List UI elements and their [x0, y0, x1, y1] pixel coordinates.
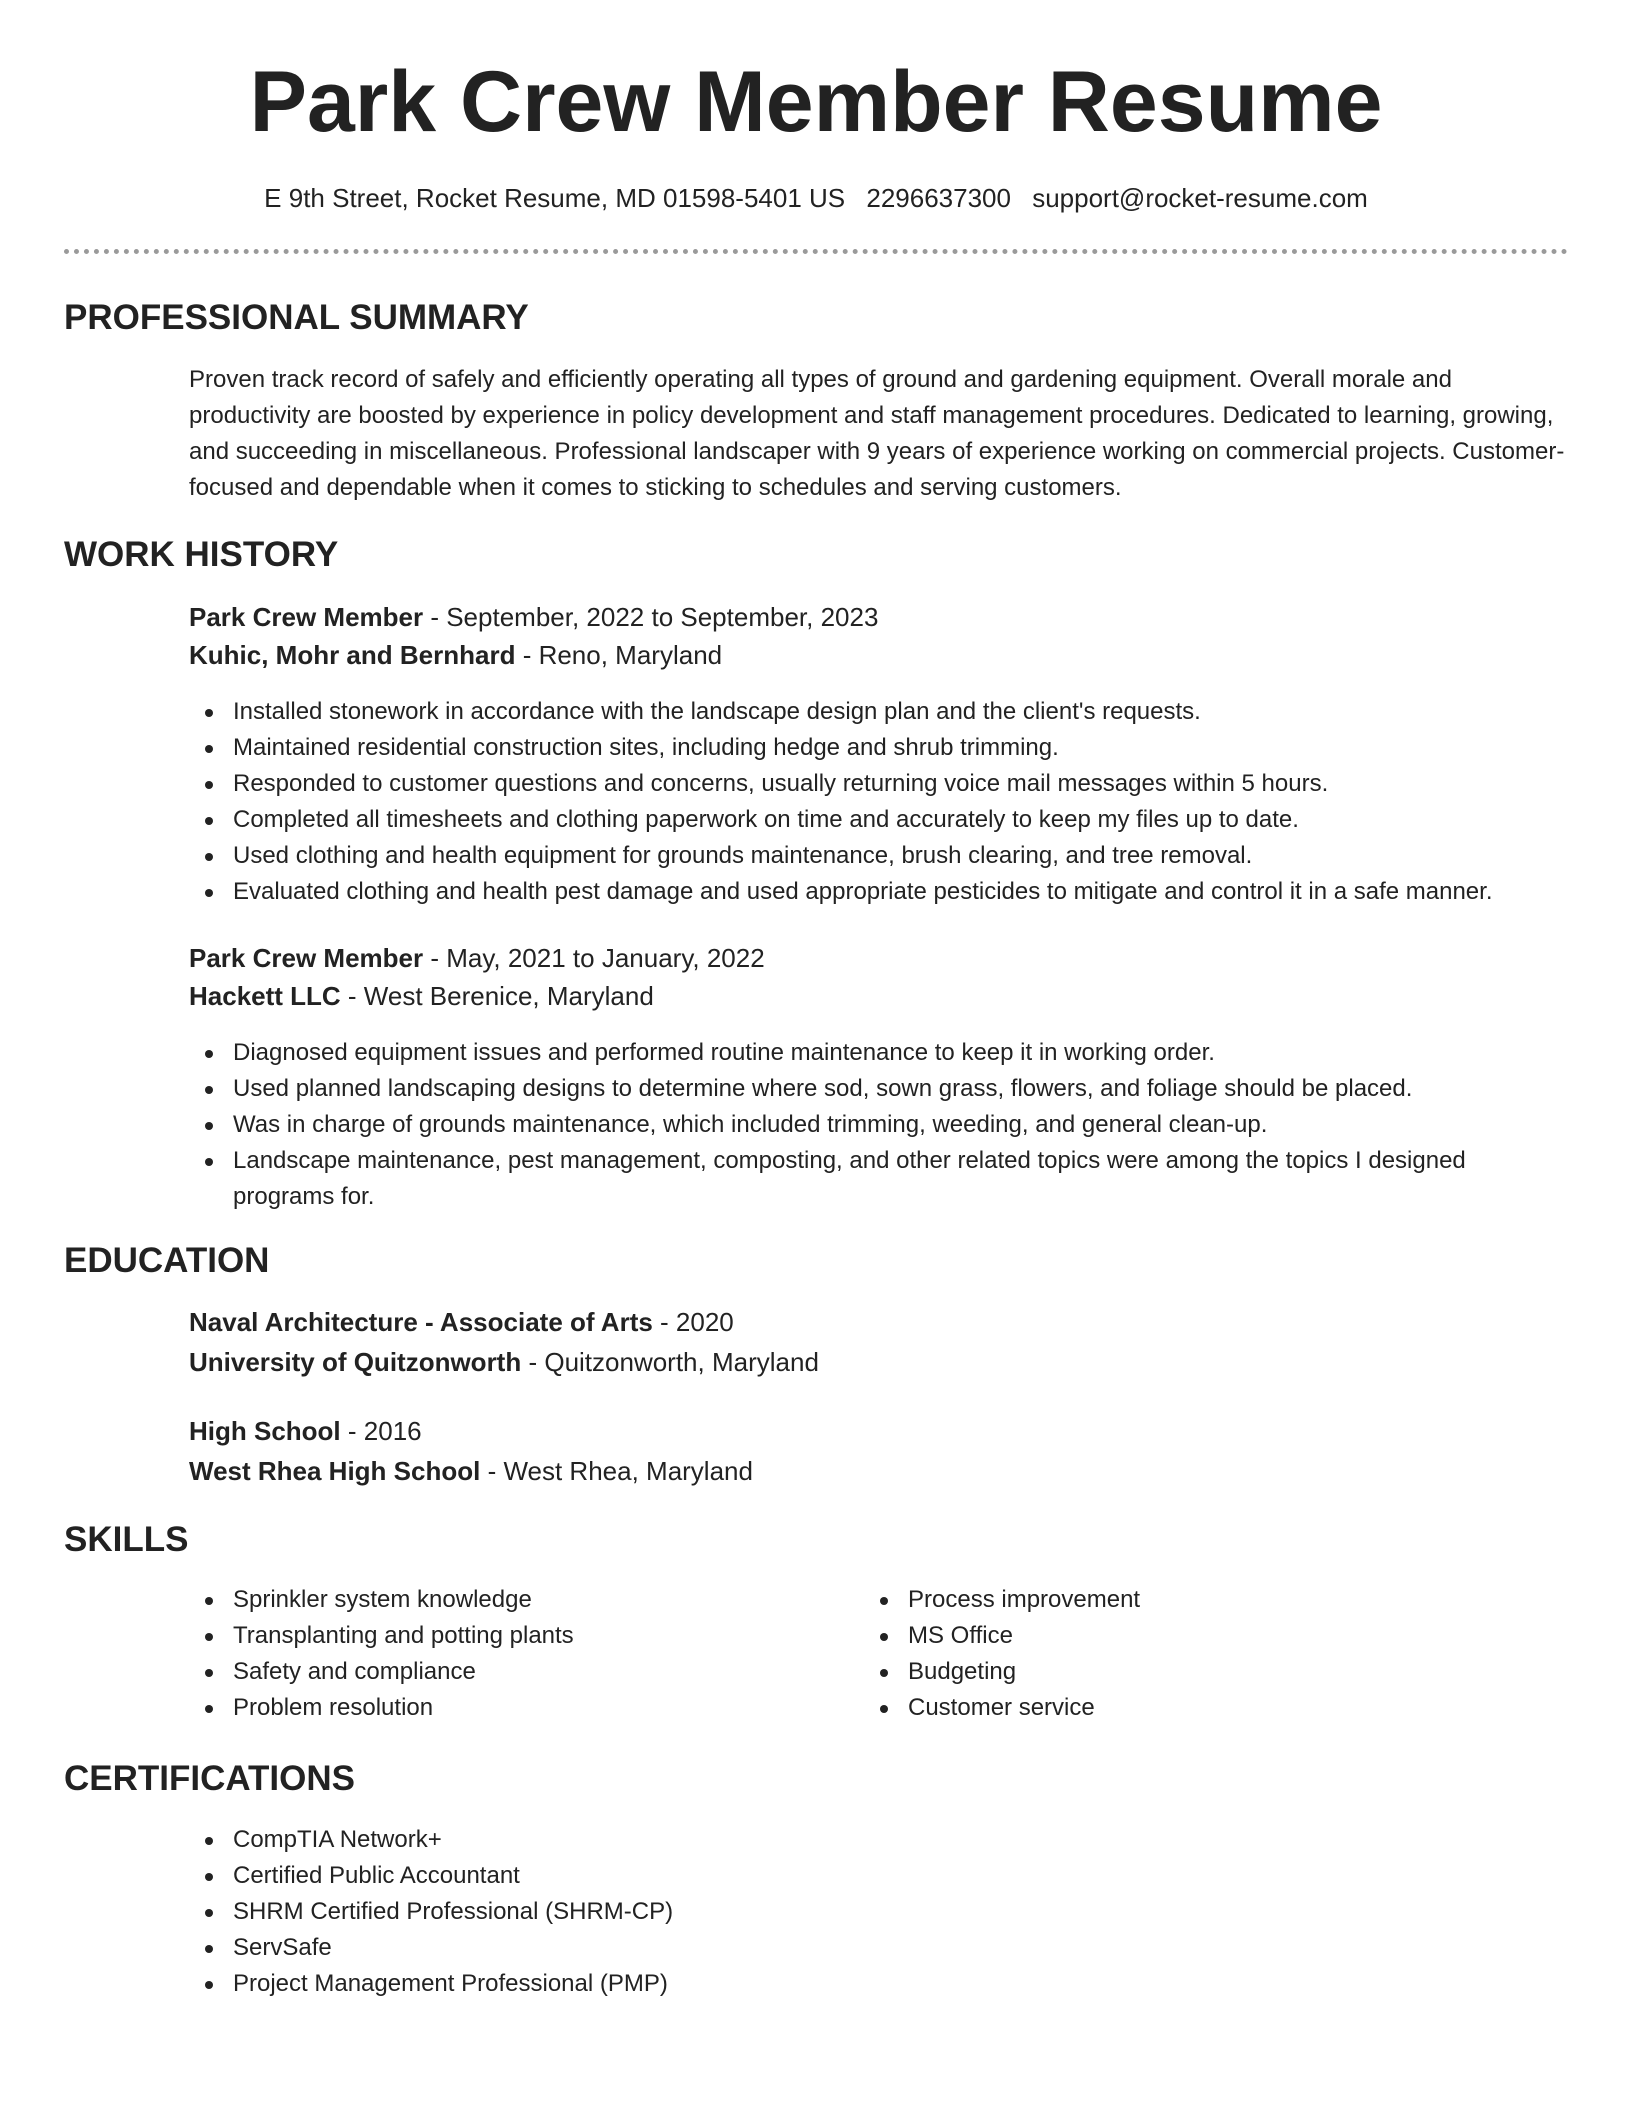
education-year: - 2020: [652, 1307, 734, 1337]
job-title-line: [189, 939, 1572, 977]
job-bullets: [189, 1035, 1572, 1215]
education-school: West Rhea High School: [189, 1456, 481, 1486]
education-degree-line: [189, 1302, 1572, 1342]
skills-heading: SKILLS: [64, 1520, 189, 1559]
education-location: - Quitzonworth, Maryland: [521, 1347, 819, 1377]
list-item: Installed stonework in accordance with the landscape design plan and the client's requests.: [189, 694, 1572, 730]
list-item: Diagnosed equipment issues and performed routine maintenance to keep it in working order.: [189, 1035, 1572, 1071]
list-item: Sprinkler system knowledge: [189, 1582, 829, 1618]
education-school: University of Quitzonworth: [189, 1347, 522, 1377]
list-item: Transplanting and potting plants: [189, 1618, 829, 1654]
job-company-line: [189, 636, 1572, 674]
list-item: Was in charge of grounds maintenance, which included trimming, weeding, and general clean-up.: [189, 1107, 1572, 1143]
job-dates: - September, 2022 to September, 2023: [423, 602, 879, 632]
list-item: Evaluated clothing and health pest damage and used appropriate pesticides to mitigate and control it in a safe manner.: [189, 874, 1572, 910]
education-entry: [189, 1411, 1572, 1491]
job-title: Park Crew Member: [189, 943, 424, 973]
list-item: Landscape maintenance, pest management, composting, and other related topics were among the topics I designed programs for.: [189, 1143, 1572, 1215]
job-location: - West Berenice, Maryland: [340, 981, 654, 1011]
education-school-line: [189, 1342, 1572, 1382]
education-heading: EDUCATION: [64, 1241, 270, 1280]
list-item: Safety and compliance: [189, 1654, 829, 1690]
certifications-list: [189, 1822, 1572, 2002]
contact-line: [0, 180, 1632, 216]
list-item: Certified Public Accountant: [189, 1858, 1572, 1894]
job-title-line: [189, 598, 1572, 636]
job-entry: [189, 939, 1572, 1015]
job-title: Park Crew Member: [189, 602, 424, 632]
education-school-line: [189, 1451, 1572, 1491]
education-degree-line: [189, 1411, 1572, 1451]
list-item: Used planned landscaping designs to determine where sod, sown grass, flowers, and foliage should be placed.: [189, 1071, 1572, 1107]
list-item: Budgeting: [864, 1654, 1504, 1690]
certifications-heading: CERTIFICATIONS: [64, 1759, 356, 1798]
contact-phone: 2296637300: [866, 183, 1011, 213]
summary-text: Proven track record of safely and efficiently operating all types of ground and gardening equipment. Overall morale and productivity are boosted by experience in policy development and staff management procedures. Dedicated to learning, growing, and succeeding in miscellaneous. Professional landscaper with 9 years of experience working on commercial projects. Customer-focused and dependable when it comes to sticking to schedules and serving customers.: [189, 366, 1565, 501]
education-year: - 2016: [340, 1416, 422, 1446]
education-entry: [189, 1302, 1572, 1382]
resume-title: Park Crew Member Resume: [249, 54, 1383, 150]
list-item: Maintained residential construction sites, including hedge and shrub trimming.: [189, 730, 1572, 766]
list-item: CompTIA Network+: [189, 1822, 1572, 1858]
work-history-heading: WORK HISTORY: [64, 535, 339, 574]
header-divider: [64, 249, 1568, 254]
job-company-line: [189, 977, 1572, 1015]
contact-email: support@rocket-resume.com: [1032, 183, 1368, 213]
list-item: Completed all timesheets and clothing paperwork on time and accurately to keep my files up to date.: [189, 802, 1572, 838]
skills-left-column: [189, 1582, 829, 1726]
list-item: Problem resolution: [189, 1690, 829, 1726]
summary-heading: PROFESSIONAL SUMMARY: [64, 298, 529, 337]
list-item: Customer service: [864, 1690, 1504, 1726]
education-degree: Naval Architecture - Associate of Arts: [189, 1307, 653, 1337]
job-entry: [189, 598, 1572, 674]
list-item: ServSafe: [189, 1930, 1572, 1966]
job-location: - Reno, Maryland: [515, 640, 723, 670]
job-bullets: [189, 694, 1572, 910]
list-item: MS Office: [864, 1618, 1504, 1654]
list-item: Responded to customer questions and concerns, usually returning voice mail messages within 5 hours.: [189, 766, 1572, 802]
list-item: Project Management Professional (PMP): [189, 1966, 1572, 2002]
education-degree: High School: [189, 1416, 341, 1446]
education-location: - West Rhea, Maryland: [480, 1456, 753, 1486]
job-dates: - May, 2021 to January, 2022: [423, 943, 765, 973]
list-item: Used clothing and health equipment for grounds maintenance, brush clearing, and tree removal.: [189, 838, 1572, 874]
contact-address: E 9th Street, Rocket Resume, MD 01598-5401 US: [264, 183, 846, 213]
skills-right-column: [864, 1582, 1504, 1726]
list-item: SHRM Certified Professional (SHRM-CP): [189, 1894, 1572, 1930]
list-item: Process improvement: [864, 1582, 1504, 1618]
job-company: Kuhic, Mohr and Bernhard: [189, 640, 516, 670]
job-company: Hackett LLC: [189, 981, 341, 1011]
